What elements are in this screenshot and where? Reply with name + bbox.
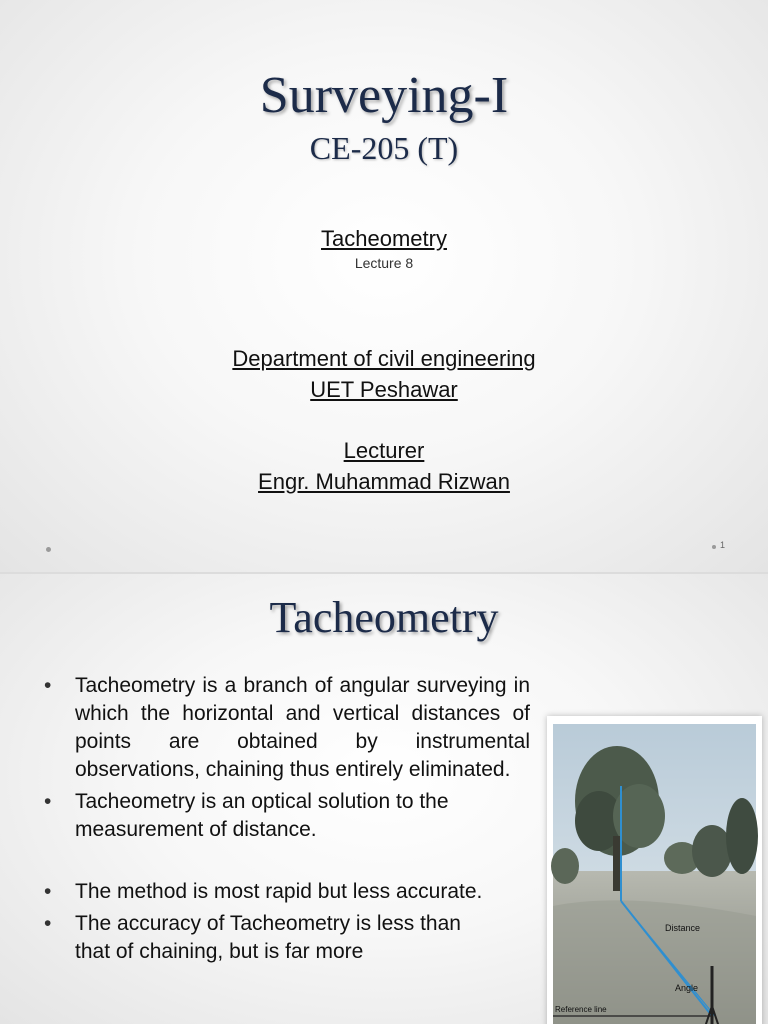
- slide-bullet-dot-right: [712, 545, 716, 549]
- university-name: UET Peshawar: [310, 377, 458, 402]
- angle-label: Angle: [675, 983, 699, 993]
- bullet-item: • Tacheometry is an optical solution to the measurement of distance.: [44, 788, 495, 844]
- tacheometry-illustration: [547, 716, 762, 1024]
- slide-title: Surveying-I: [259, 67, 509, 124]
- distance-label: Distance: [665, 923, 701, 933]
- content-slide: [0, 574, 768, 1024]
- tacheometry-photo-graphic: [547, 716, 762, 1024]
- department-name: Department of civil engineering: [232, 346, 536, 371]
- reference-line-label: Reference line: [555, 1005, 607, 1014]
- bullet-item: • Tacheometry is a branch of angular surveying in which the horizontal and vertical distances of points are obtained by instrumental observations, chaining thus entirely eliminated.: [44, 672, 530, 784]
- lecturer-label: Lecturer: [343, 438, 425, 463]
- bullet-item: • The accuracy of Tacheometry is less than that of chaining, but is far more: [44, 910, 495, 966]
- page-number: 1: [720, 540, 726, 550]
- lecture-number: Lecture 8: [354, 255, 414, 271]
- slide-title: Tacheometry: [269, 593, 499, 642]
- topic-label: Tacheometry: [321, 226, 447, 251]
- course-code: CE-205 (T): [309, 130, 459, 166]
- slide-bullet-dot-left: [46, 547, 51, 552]
- bullet-list: [44, 672, 530, 970]
- lecturer-name: Engr. Muhammad Rizwan: [258, 469, 510, 494]
- bullet-item: • The method is most rapid but less accurate.: [44, 878, 495, 906]
